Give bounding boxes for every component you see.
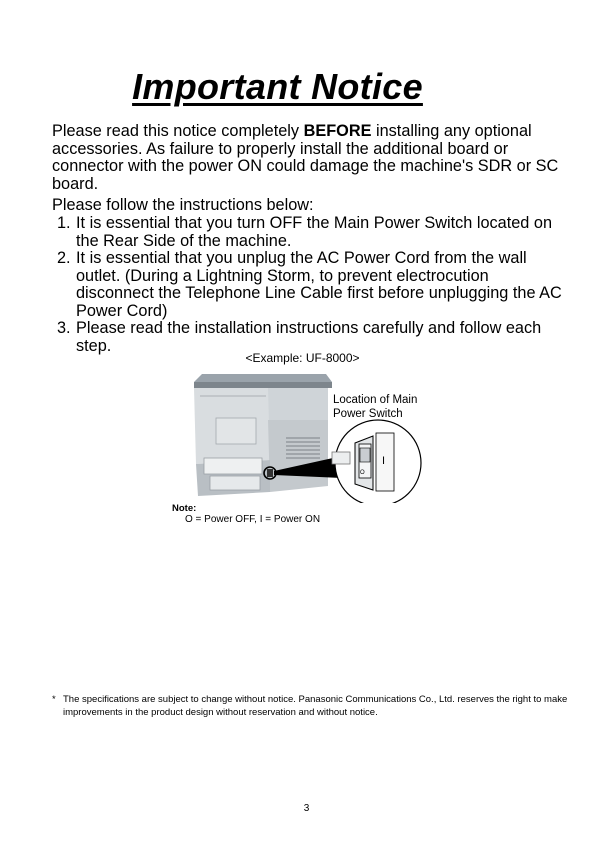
example-caption: <Example: UF-8000> bbox=[245, 351, 360, 365]
footnote bbox=[52, 693, 572, 719]
footnote-asterisk: * bbox=[52, 694, 56, 705]
step-text: It is essential that you unplug the AC Power Cord from the wall outlet. (During a Lightning Storm, to prevent electrocution disconnect the Telephone Line Cable first before unplugging the AC Power Cord) bbox=[76, 249, 562, 320]
intro-text-after: installing any optional accessories. As failure to properly install the additional board or connector with the power ON could damage the machine's SDR or SC board. bbox=[52, 122, 559, 193]
note-text: O = Power OFF, I = Power ON bbox=[185, 514, 321, 525]
instruction-step bbox=[52, 320, 567, 355]
page-number: 3 bbox=[303, 803, 310, 814]
intro-text-before: Please read this notice completely bbox=[52, 122, 304, 140]
instruction-step bbox=[52, 215, 567, 250]
callout-line-1: Location of Main bbox=[333, 394, 418, 406]
step-text: Please read the installation instructions carefully and follow each step. bbox=[76, 319, 542, 355]
callout-line-2: Power Switch bbox=[333, 408, 403, 420]
instruction-step bbox=[52, 250, 567, 320]
step-text: It is essential that you turn OFF the Main Power Switch located on the Rear Side of the machine. bbox=[76, 214, 552, 250]
step-number: 1. bbox=[57, 214, 71, 232]
follow-instructions-text: Please follow the instructions below: bbox=[52, 196, 314, 214]
page-title: Important Notice bbox=[132, 66, 423, 107]
machine-illustration bbox=[190, 368, 430, 503]
step-number: 2. bbox=[57, 249, 71, 267]
note-label: Note: bbox=[172, 503, 197, 514]
instruction-list bbox=[52, 215, 567, 355]
switch-off-symbol: O bbox=[360, 470, 365, 476]
footnote-text: The specifications are subject to change without notice. Panasonic Communications Co., Ltd. reserves the right to make improvements in the product design without reservation and without notice. bbox=[63, 694, 568, 718]
switch-on-symbol: I bbox=[382, 455, 386, 467]
intro-bold-word: BEFORE bbox=[303, 122, 372, 140]
switch-callout bbox=[333, 393, 417, 421]
intro-paragraph bbox=[52, 123, 562, 193]
step-number: 3. bbox=[57, 319, 71, 337]
